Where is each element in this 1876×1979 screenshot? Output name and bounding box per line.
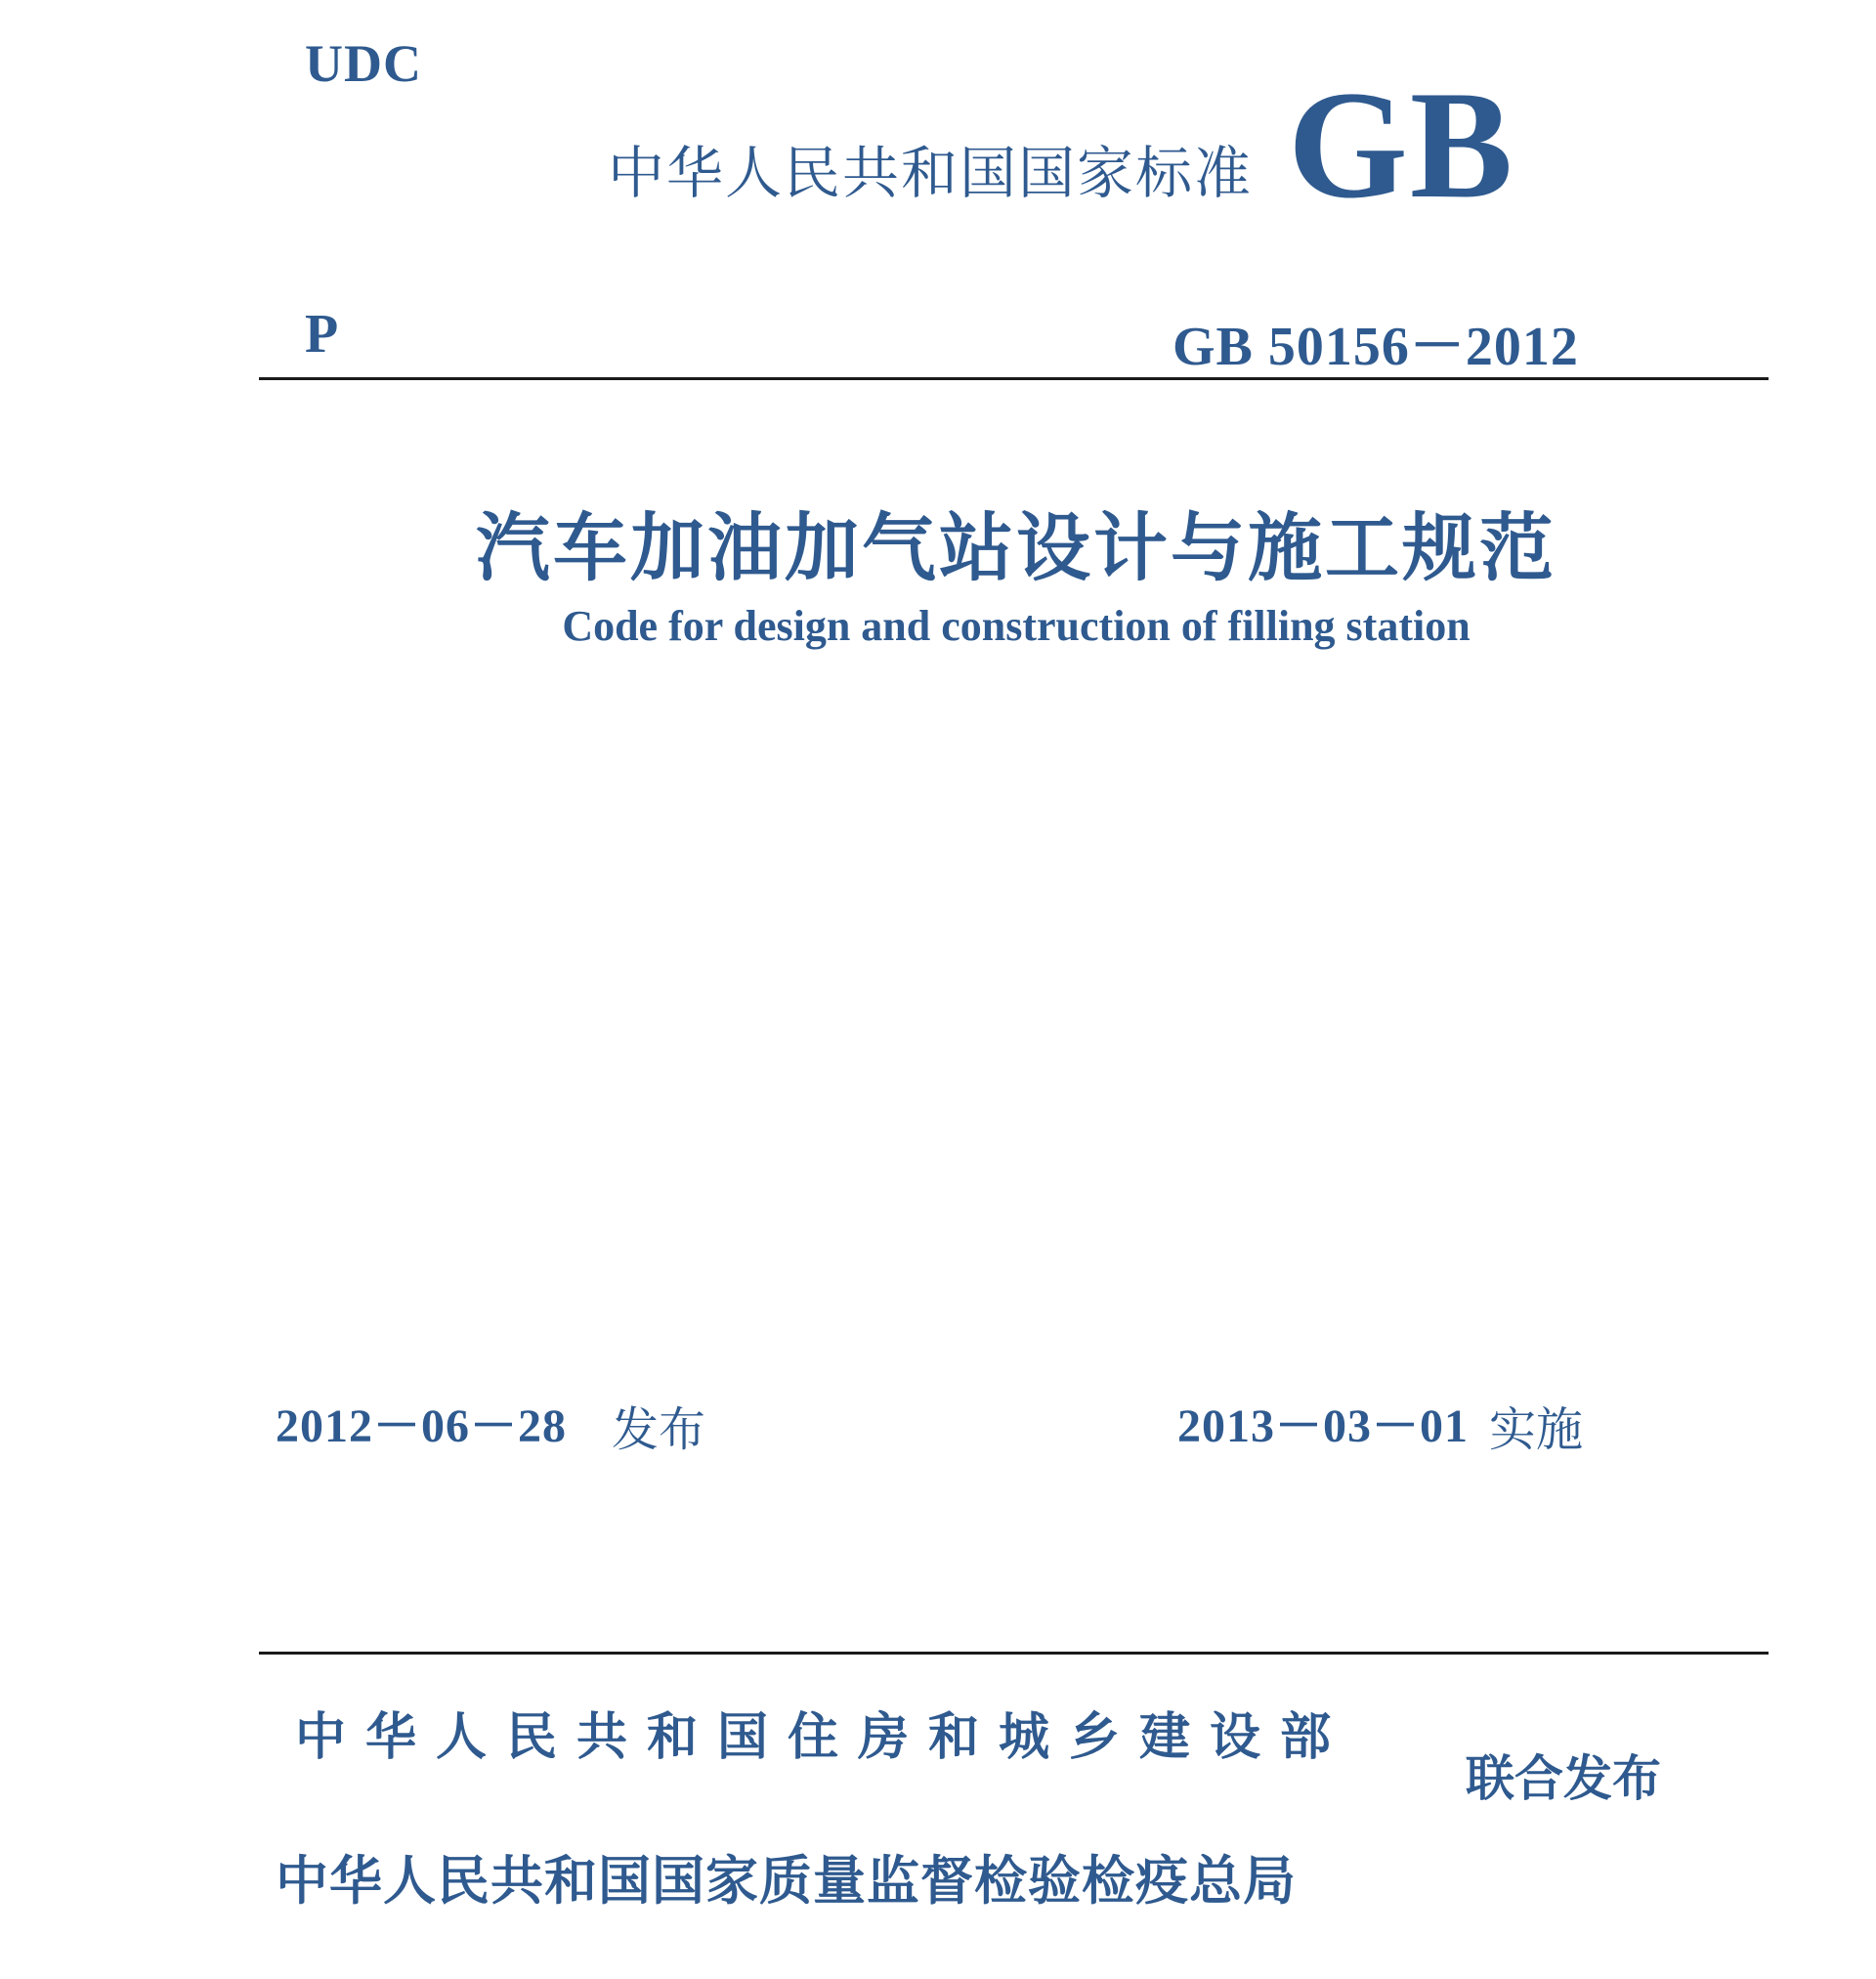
issue-label: 发布 [612,1402,706,1457]
title-english: Code for design and construction of filling station [562,602,1471,650]
joint-issue-label: 联合发布 [1466,1750,1661,1807]
title-chinese: 汽车加油加气站设计与施工规范 [476,504,1556,591]
gb-logo: GB [1288,60,1515,231]
issuer-aqsiq: 中华人民共和国国家质量监督检验检疫总局 [276,1850,1297,1912]
effective-date: 2013－03－01 [1177,1400,1470,1452]
classification-code: P [305,304,339,365]
issuer-ministry-housing: 中华人民共和国住房和城乡建设部 [295,1708,1351,1767]
national-standard-label: 中华人民共和国国家标准 [608,140,1254,206]
standard-number: GB 50156－2012 [1172,317,1579,377]
issue-date: 2012－06－28 [276,1400,568,1452]
bottom-divider [259,1652,1769,1655]
top-divider [259,377,1769,380]
effective-label: 实施 [1489,1402,1584,1457]
udc-label: UDC [305,34,422,93]
